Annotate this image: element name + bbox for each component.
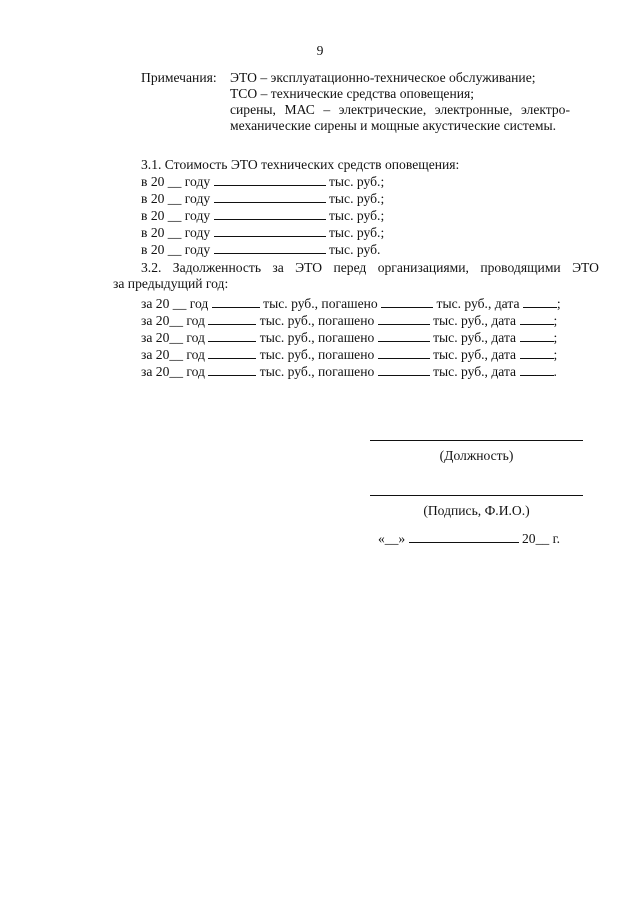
notes-label: Примечания: xyxy=(141,70,217,85)
note-line: механические сирены и мощные акустические системы. xyxy=(230,118,557,133)
blank-line[interactable] xyxy=(381,295,433,308)
debt-row: за 20__ год тыс. руб., погашено тыс. руб., дата ; xyxy=(141,330,558,345)
debt-row: за 20__ год тыс. руб., погашено тыс. руб., дата ; xyxy=(141,313,558,328)
blank-line[interactable] xyxy=(378,329,430,342)
cost-row: в 20 __ году тыс. руб.; xyxy=(141,208,385,223)
note-line: ТСО – технические средства оповещения; xyxy=(230,86,475,101)
blank-line[interactable] xyxy=(378,312,430,325)
signature-line[interactable] xyxy=(370,495,583,496)
blank-line[interactable] xyxy=(208,363,256,376)
blank-line[interactable] xyxy=(212,295,260,308)
blank-line[interactable] xyxy=(208,346,256,359)
blank-line[interactable] xyxy=(214,224,326,237)
blank-line[interactable] xyxy=(214,190,326,203)
blank-line[interactable] xyxy=(520,312,554,325)
blank-line[interactable] xyxy=(520,363,554,376)
cost-row: в 20 __ году тыс. руб.; xyxy=(141,225,385,240)
blank-line[interactable] xyxy=(378,346,430,359)
blank-line[interactable] xyxy=(208,312,256,325)
blank-line[interactable] xyxy=(523,295,557,308)
cost-row: в 20 __ году тыс. руб. xyxy=(141,242,381,257)
position-line[interactable] xyxy=(370,440,583,441)
position-caption: (Должность) xyxy=(439,448,514,463)
blank-line[interactable] xyxy=(208,329,256,342)
note-line: ЭТО – эксплуатационно-техническое обслуживание; xyxy=(230,70,536,85)
page-number: 9 xyxy=(316,43,324,58)
section-3-1-heading: 3.1. Стоимость ЭТО технических средств оповещения: xyxy=(141,157,460,172)
debt-row: за 20 __ год тыс. руб., погашено тыс. руб., дата ; xyxy=(141,296,561,311)
signature-caption: (Подпись, Ф.И.О.) xyxy=(423,503,530,518)
section-3-2-heading: 3.2. Задолженность за ЭТО перед организациями, проводящими ЭТО xyxy=(141,260,599,275)
debt-row: за 20__ год тыс. руб., погашено тыс. руб., дата . xyxy=(141,364,557,379)
cost-row: в 20 __ году тыс. руб.; xyxy=(141,191,385,206)
blank-line[interactable] xyxy=(214,173,326,186)
note-line: сирены, МАС – электрические, электронные, электро- xyxy=(230,102,570,117)
blank-line[interactable] xyxy=(409,530,519,543)
date-line: «__» 20__ г. xyxy=(378,531,561,546)
cost-row: в 20 __ году тыс. руб.; xyxy=(141,174,385,189)
debt-row: за 20__ год тыс. руб., погашено тыс. руб., дата ; xyxy=(141,347,558,362)
blank-line[interactable] xyxy=(214,207,326,220)
blank-line[interactable] xyxy=(214,241,326,254)
section-3-2-heading-cont: за предыдущий год: xyxy=(113,276,229,291)
blank-line[interactable] xyxy=(520,329,554,342)
blank-line[interactable] xyxy=(378,363,430,376)
blank-line[interactable] xyxy=(520,346,554,359)
